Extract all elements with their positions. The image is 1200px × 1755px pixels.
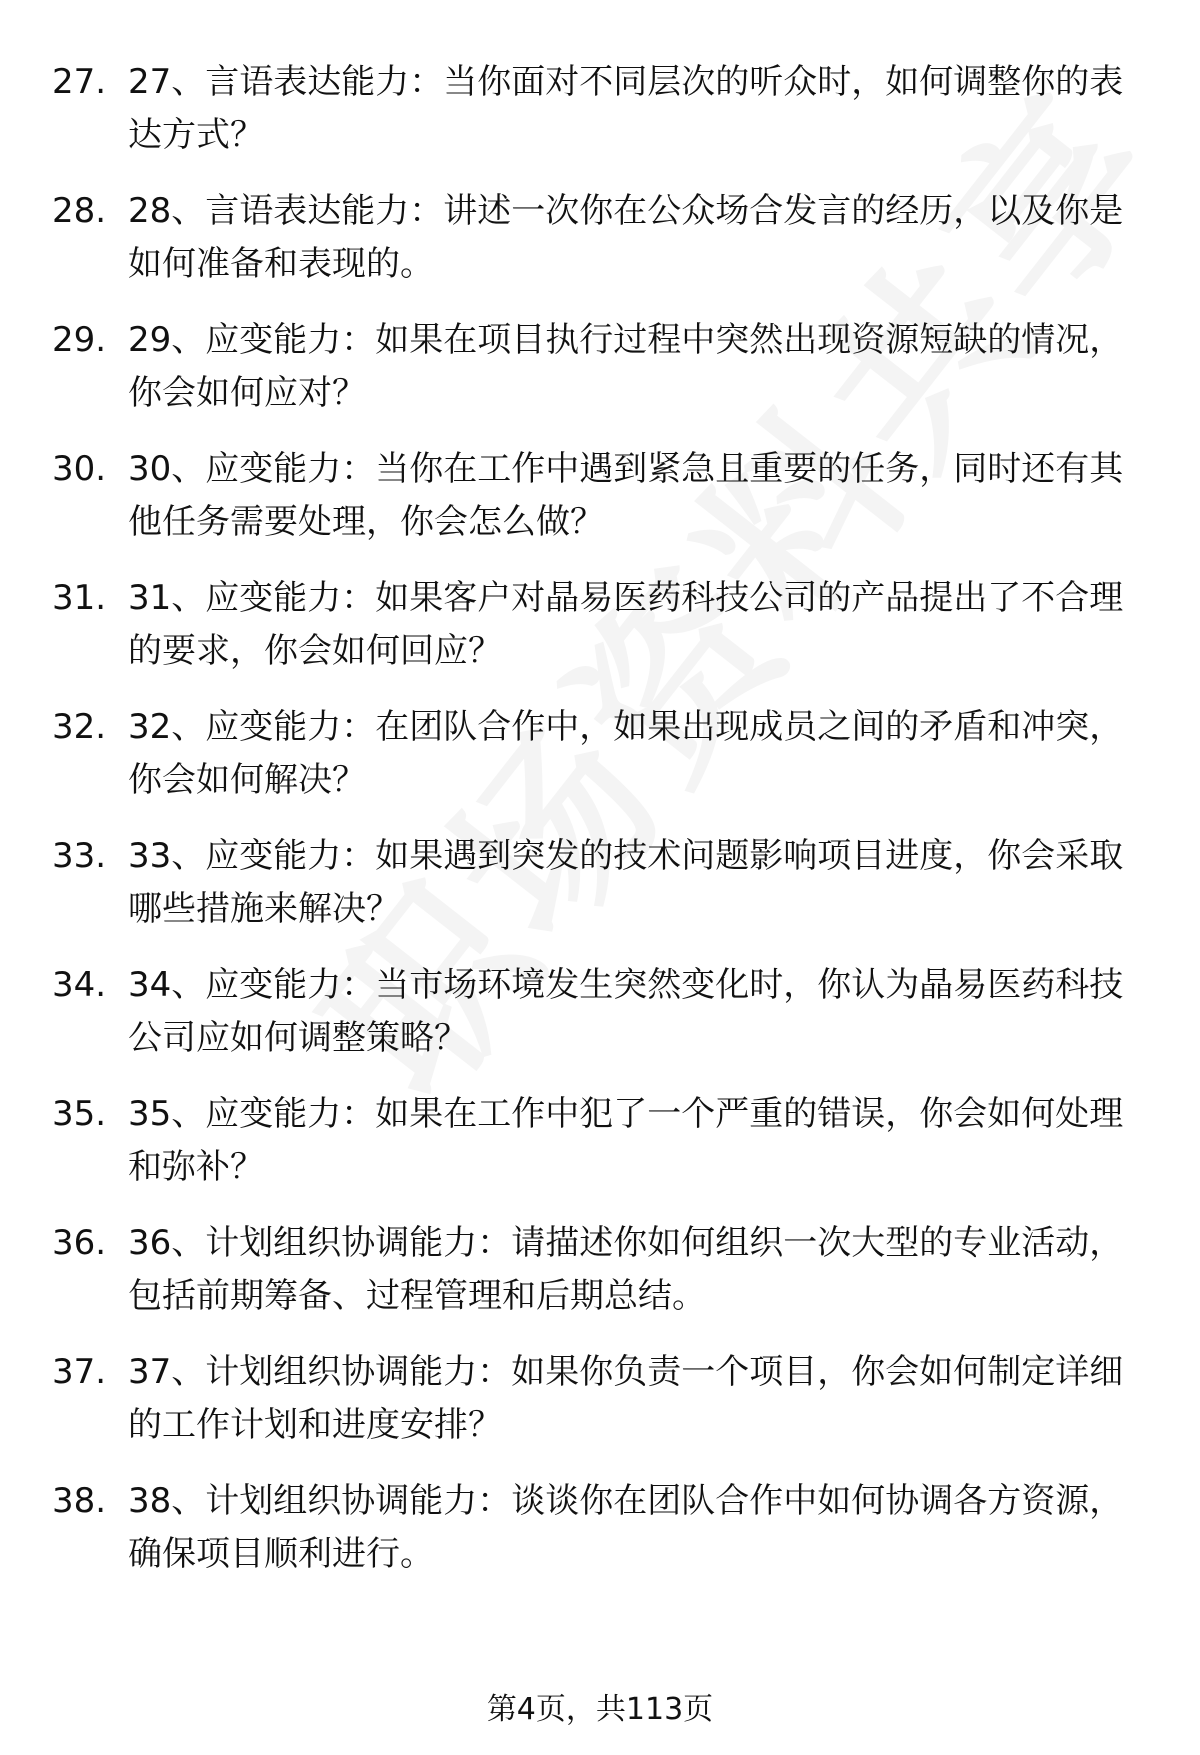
question-number: 31.: [52, 578, 107, 618]
list-item: [52, 1346, 1152, 1475]
list-item: [52, 959, 1152, 1088]
question-number: 32.: [52, 707, 107, 747]
list-item: [52, 314, 1152, 443]
list-item: [52, 185, 1152, 314]
question-number: 34.: [52, 965, 107, 1005]
question-number: 36.: [52, 1223, 107, 1263]
question-text: 34、应变能力：当市场环境发生突然变化时，你认为晶易医药科技公司应如何调整策略？: [128, 965, 1124, 1058]
list-item: [52, 1217, 1152, 1346]
question-text: 30、应变能力：当你在工作中遇到紧急且重要的任务，同时还有其他任务需要处理，你会怎么做？: [128, 449, 1124, 542]
list-item: [52, 572, 1152, 701]
list-item: [52, 56, 1152, 185]
question-text: 32、应变能力：在团队合作中，如果出现成员之间的矛盾和冲突，你会如何解决？: [128, 707, 1124, 800]
list-item: [52, 701, 1152, 830]
question-number: 30.: [52, 449, 107, 489]
question-list: [52, 56, 1152, 1604]
question-number: 37.: [52, 1352, 107, 1392]
question-text: 33、应变能力：如果遇到突发的技术问题影响项目进度，你会采取哪些措施来解决？: [128, 836, 1124, 929]
question-text: 28、言语表达能力：讲述一次你在公众场合发言的经历，以及你是如何准备和表现的。: [128, 191, 1124, 284]
question-text: 38、计划组织协调能力：谈谈你在团队合作中如何协调各方资源，确保项目顺利进行。: [128, 1481, 1124, 1574]
question-number: 28.: [52, 191, 107, 231]
question-text: 29、应变能力：如果在项目执行过程中突然出现资源短缺的情况，你会如何应对？: [128, 320, 1124, 413]
question-number: 35.: [52, 1094, 107, 1134]
question-text: 27、言语表达能力：当你面对不同层次的听众时，如何调整你的表达方式？: [128, 62, 1124, 155]
question-number: 38.: [52, 1481, 107, 1521]
question-text: 36、计划组织协调能力：请描述你如何组织一次大型的专业活动，包括前期筹备、过程管理和后期总结。: [128, 1223, 1124, 1316]
question-text: 31、应变能力：如果客户对晶易医药科技公司的产品提出了不合理的要求，你会如何回应？: [128, 578, 1124, 671]
question-number: 29.: [52, 320, 107, 360]
question-number: 27.: [52, 62, 107, 102]
list-item: [52, 443, 1152, 572]
list-item: [52, 1475, 1152, 1604]
question-text: 35、应变能力：如果在工作中犯了一个严重的错误，你会如何处理和弥补？: [128, 1094, 1124, 1187]
question-text: 37、计划组织协调能力：如果你负责一个项目，你会如何制定详细的工作计划和进度安排？: [128, 1352, 1124, 1445]
list-item: [52, 830, 1152, 959]
page-footer: 第4页，共113页: [486, 1692, 714, 1727]
question-number: 33.: [52, 836, 107, 876]
list-item: [52, 1088, 1152, 1217]
